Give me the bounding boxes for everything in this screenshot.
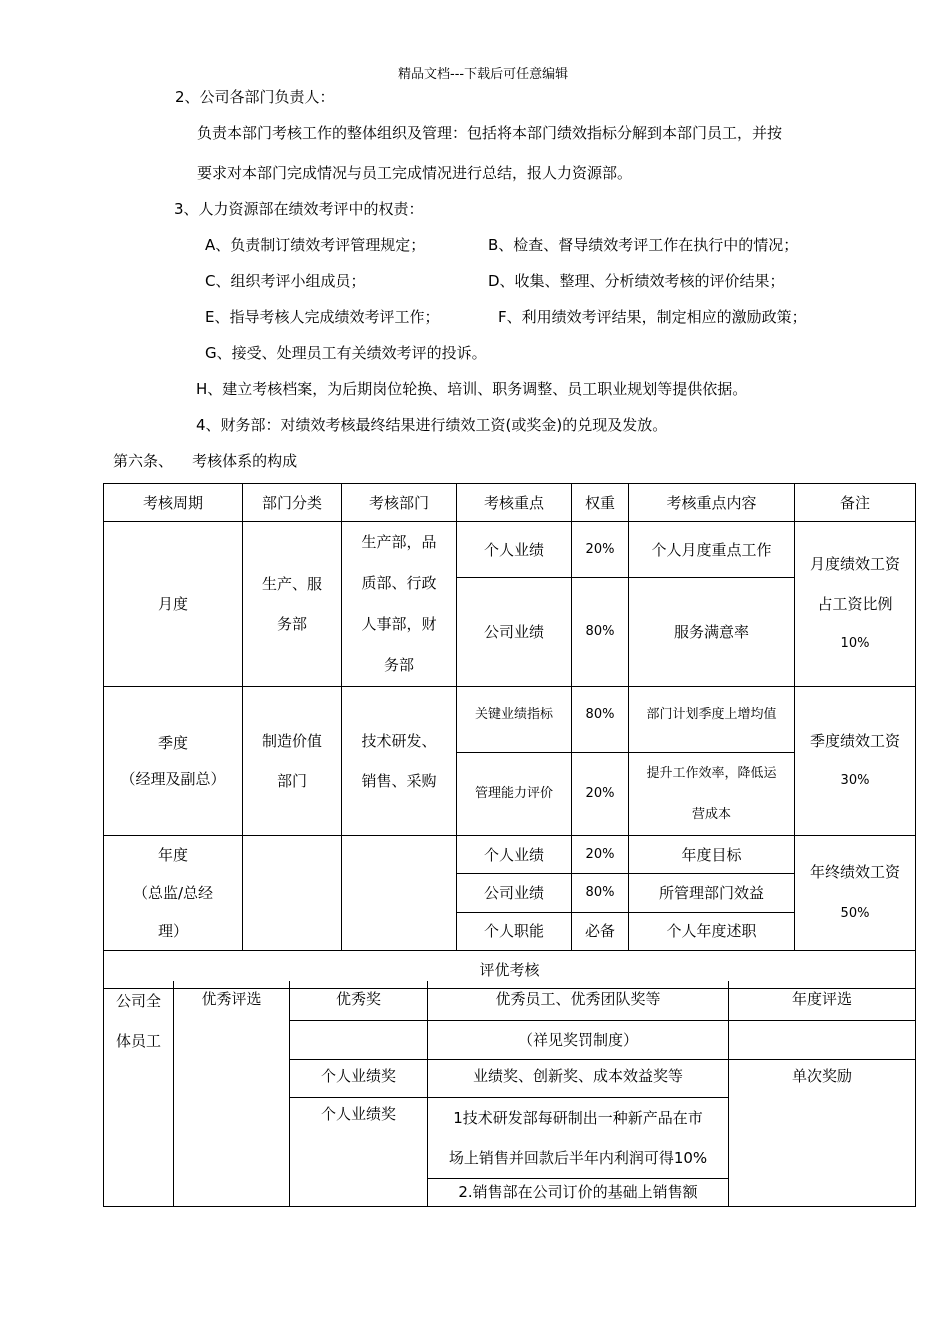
award-performance-name: 个人业绩奖 bbox=[290, 1059, 428, 1097]
table-row bbox=[104, 981, 916, 1020]
monthly-weight-2: 80% bbox=[572, 578, 629, 687]
monthly-weight-1: 20% bbox=[572, 522, 629, 578]
annual-content-3: 个人年度述职 bbox=[629, 912, 795, 950]
hr-duty-c: C、组织考评小组成员； bbox=[205, 272, 366, 290]
monthly-department: 生产部，品 质部、行政 人事部，财 务部 bbox=[342, 522, 457, 687]
page-header: 精品文档---下载后可任意编辑 bbox=[398, 67, 569, 82]
table-row bbox=[104, 687, 916, 753]
quarterly-weight-2: 20% bbox=[572, 753, 629, 836]
header-weight: 权重 bbox=[572, 484, 629, 522]
header-focus-content: 考核重点内容 bbox=[629, 484, 795, 522]
award-excellent-frequency: 年度评选 bbox=[729, 981, 916, 1020]
annual-department bbox=[342, 836, 457, 951]
header-period: 考核周期 bbox=[104, 484, 243, 522]
annual-period: 年度 （总监/总经 理） bbox=[104, 836, 243, 951]
hr-duty-f: F、利用绩效考评结果，制定相应的激励政策； bbox=[498, 308, 807, 326]
hr-duty-d: D、收集、整理、分析绩效考核的评价结果； bbox=[488, 272, 785, 290]
quarterly-period: 季度 （经理及副总） bbox=[104, 687, 243, 836]
table-row bbox=[104, 522, 916, 578]
annual-focus-3: 个人职能 bbox=[457, 912, 572, 950]
hr-duty-h: H、建立考核档案，为后期岗位轮换、培训、职务调整、员工职业规划等提供依据。 bbox=[196, 380, 748, 398]
paragraph-dept-heads: 2、公司各部门负责人： bbox=[175, 88, 335, 106]
monthly-period: 月度 bbox=[104, 522, 243, 687]
annual-content-2: 所管理部门效益 bbox=[629, 874, 795, 912]
table-header-row bbox=[104, 484, 916, 522]
paragraph-dept-heads-duty-1: 负责本部门考核工作的整体组织及管理：包括将本部门绩效指标分解到本部门员工，并按 bbox=[197, 124, 783, 142]
award-performance-name-2: 个人业绩奖 bbox=[290, 1097, 428, 1206]
paragraph-hr-duties: 3、人力资源部在绩效考评中的权责： bbox=[174, 200, 424, 218]
monthly-note: 月度绩效工资 占工资比例 10% bbox=[795, 522, 916, 687]
hr-duty-b: B、检查、督导绩效考评工作在执行中的情况； bbox=[488, 236, 799, 254]
hr-duty-g: G、接受、处理员工有关绩效考评的投诉。 bbox=[205, 344, 487, 362]
monthly-content-1: 个人月度重点工作 bbox=[629, 522, 795, 578]
header-note: 备注 bbox=[795, 484, 916, 522]
monthly-content-2: 服务满意率 bbox=[629, 578, 795, 687]
quarterly-focus-1: 关键业绩指标 bbox=[457, 687, 572, 753]
award-blank-cell bbox=[290, 1020, 428, 1059]
annual-weight-1: 20% bbox=[572, 836, 629, 874]
annual-focus-1: 个人业绩 bbox=[457, 836, 572, 874]
annual-content-1: 年度目标 bbox=[629, 836, 795, 874]
award-excellent-name: 优秀奖 bbox=[290, 981, 428, 1020]
section-heading: 第六条、 考核体系的构成 bbox=[113, 452, 298, 470]
paragraph-finance: 4、财务部：对绩效考核最终结果进行绩效工资(或奖金)的兑现及发放。 bbox=[196, 416, 668, 434]
award-evaluation-table bbox=[103, 981, 916, 1207]
award-sales-rule: 2.销售部在公司订价的基础上销售额 bbox=[428, 1178, 729, 1206]
quarterly-department: 技术研发、 销售、采购 bbox=[342, 687, 457, 836]
award-performance-content: 业绩奖、创新奖、成本效益奖等 bbox=[428, 1059, 729, 1097]
quarterly-weight-1: 80% bbox=[572, 687, 629, 753]
quarterly-content-2: 提升工作效率，降低运 营成本 bbox=[629, 753, 795, 836]
hr-duty-e: E、指导考核人完成绩效考评工作； bbox=[205, 308, 440, 326]
award-scope: 公司全 体员工 bbox=[104, 981, 174, 1206]
hr-duty-a: A、负责制订绩效考评管理规定； bbox=[205, 236, 426, 254]
header-department: 考核部门 bbox=[342, 484, 457, 522]
quarterly-content-1: 部门计划季度上增均值 bbox=[629, 687, 795, 753]
award-type: 优秀评选 bbox=[174, 981, 290, 1206]
monthly-focus-2: 公司业绩 bbox=[457, 578, 572, 687]
annual-weight-2: 80% bbox=[572, 874, 629, 912]
table-row bbox=[104, 836, 916, 874]
award-blank-cell bbox=[729, 1020, 916, 1059]
quarterly-note: 季度绩效工资 30% bbox=[795, 687, 916, 836]
annual-note: 年终绩效工资 50% bbox=[795, 836, 916, 951]
annual-category bbox=[243, 836, 342, 951]
evaluation-system-table bbox=[103, 483, 916, 989]
award-excellent-content: 优秀员工、优秀团队奖等 bbox=[428, 981, 729, 1020]
annual-focus-2: 公司业绩 bbox=[457, 874, 572, 912]
paragraph-dept-heads-duty-2: 要求对本部门完成情况与员工完成情况进行总结，报人力资源部。 bbox=[197, 164, 633, 182]
header-category: 部门分类 bbox=[243, 484, 342, 522]
award-performance-frequency: 单次奖励 bbox=[729, 1059, 916, 1206]
quarterly-focus-2: 管理能力评价 bbox=[457, 753, 572, 836]
award-rd-rule: 1技术研发部每研制出一种新产品在市 场上销售并回款后半年内利润可得10% bbox=[428, 1097, 729, 1178]
award-policy-reference: （祥见奖罚制度） bbox=[428, 1020, 729, 1059]
header-focus: 考核重点 bbox=[457, 484, 572, 522]
monthly-focus-1: 个人业绩 bbox=[457, 522, 572, 578]
quarterly-category: 制造价值 部门 bbox=[243, 687, 342, 836]
award-evaluation-title: 评优考核 bbox=[104, 951, 916, 989]
monthly-category: 生产、服 务部 bbox=[243, 522, 342, 687]
annual-weight-3: 必备 bbox=[572, 912, 629, 950]
